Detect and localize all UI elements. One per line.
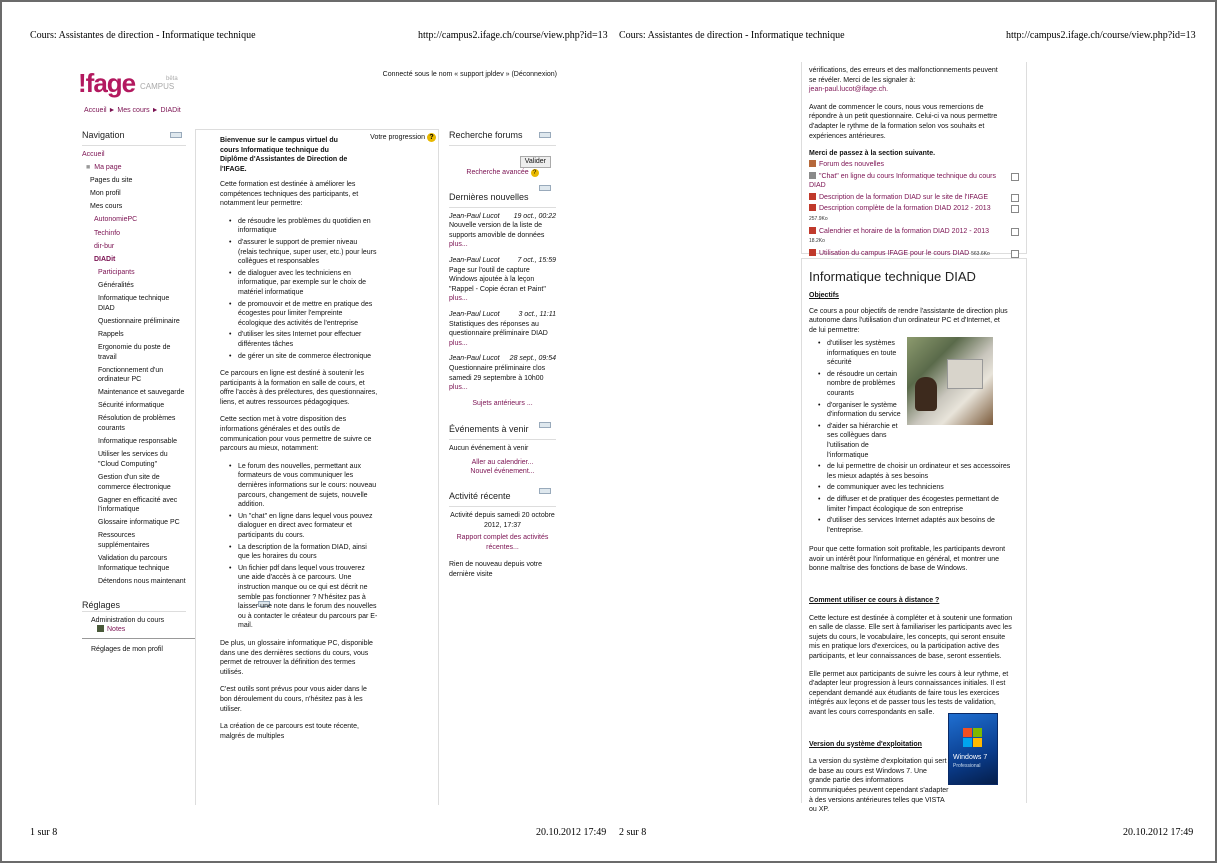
navigation-block bbox=[82, 130, 186, 655]
older-topics-link[interactable]: Sujets antérieurs ... bbox=[472, 399, 533, 407]
reglages-profil[interactable]: Réglages de mon profil bbox=[91, 646, 163, 654]
printed-page-2 bbox=[608, 2, 1215, 861]
news-date: 3 oct., 11:11 bbox=[518, 310, 556, 318]
nav-item-ma-page[interactable]: ■ Ma page bbox=[86, 164, 122, 172]
nav-item-accueil[interactable]: Accueil bbox=[82, 151, 105, 158]
news-text[interactable]: Questionnaire préliminaire clos samedi 29 septembre à 10h00 bbox=[449, 364, 546, 382]
page-header-left: Cours: Assistantes de direction - Informatique technique bbox=[30, 30, 256, 41]
nav-item-dir-bur[interactable]: dir-bur bbox=[94, 242, 115, 250]
nav-item-glossaire-informatique-pc[interactable]: Glossaire informatique PC bbox=[98, 519, 180, 527]
nav-item-rappels[interactable]: Rappels bbox=[98, 330, 124, 338]
nav-item-generalites[interactable]: Généralités bbox=[98, 281, 134, 289]
help-icon[interactable]: ? bbox=[531, 169, 539, 177]
nav-item-informatique-responsable[interactable]: Informatique responsable bbox=[98, 438, 177, 446]
section-informatique-diad bbox=[801, 258, 1027, 814]
block-dock-icon[interactable] bbox=[170, 132, 182, 138]
list-item: • de lui permettre de choisir un ordinateur et ses accessoires les mieux adaptés à ses besoins bbox=[815, 462, 1014, 481]
resource-link[interactable]: Calendrier et horaire de la formation DIAD 2012 - 2013 bbox=[819, 227, 990, 235]
windows7-edition: Professional bbox=[953, 763, 981, 769]
nav-item-informatique-technique-diad[interactable]: Informatique technique DIAD bbox=[98, 295, 170, 312]
nav-item-mon-profil[interactable]: Mon profil bbox=[90, 190, 121, 198]
navigation-tree bbox=[82, 150, 186, 586]
nav-item-autonomiepc[interactable]: AutonomiePC bbox=[94, 216, 138, 224]
list-item: • d'organiser le système d'information du service bbox=[815, 401, 907, 420]
resource-link[interactable]: Forum des nouvelles bbox=[819, 161, 884, 168]
nav-item-securite-informatique[interactable]: Sécurité informatique bbox=[98, 402, 165, 410]
general-section-continued bbox=[801, 62, 1027, 257]
list-item: • de communiquer avec les techniciens bbox=[815, 483, 1014, 493]
nav-item-techinfo[interactable]: Techinfo bbox=[94, 229, 121, 237]
version-paragraph: La version du système d'exploitation qui sert de base au cours est Windows 7. Une grande partie des informations communiquées peuvent cependant s'adapter à des versions antérieures telles que VISTA ou XP. bbox=[809, 758, 949, 814]
resource-list bbox=[809, 160, 1021, 261]
tools-list bbox=[226, 462, 378, 631]
resource-item bbox=[809, 172, 1021, 191]
forum-icon bbox=[809, 160, 816, 167]
main-content bbox=[195, 129, 439, 805]
nav-item-resolution-de-problemes-courants[interactable]: Résolution de problèmes courants bbox=[98, 415, 176, 433]
list-item: • de résoudre les problèmes du quotidien en informatique bbox=[226, 217, 378, 236]
resource-link[interactable]: Description de la formation DIAD sur le site de l'IFAGE bbox=[819, 193, 989, 201]
chat-icon bbox=[809, 172, 816, 179]
list-item: • Un "chat" en ligne dans lequel vous pouvez dialoguer en direct avec formateur et participants du cours. bbox=[226, 512, 378, 541]
nav-item-gagner-en-efficacite-avec-l-informatique[interactable]: Gagner en efficacité avec l'informatique bbox=[98, 496, 178, 514]
completion-checkbox[interactable] bbox=[1011, 173, 1019, 181]
print-frame bbox=[2, 2, 1215, 861]
news-text[interactable]: Statistiques des réponses au questionnaire préliminaire DIAD bbox=[449, 320, 548, 338]
windows7-box-image bbox=[948, 713, 998, 785]
news-title: Dernières nouvelles bbox=[449, 191, 529, 202]
nav-item-maintenance-et-sauvegarde[interactable]: Maintenance et sauvegarde bbox=[98, 389, 185, 397]
login-info[interactable]: Connecté sous le nom « support jpldev » (Déconnexion) bbox=[382, 71, 557, 78]
nav-item-ressources-supplementaires[interactable]: Ressources supplémentaires bbox=[98, 532, 150, 549]
creation-paragraph: La création de ce parcours est toute récente, malgrés de multiples bbox=[220, 723, 359, 740]
pdf-icon bbox=[809, 204, 816, 211]
block-dock-icon[interactable] bbox=[539, 185, 551, 191]
news-item bbox=[449, 256, 556, 304]
advanced-search-link[interactable]: Recherche avancée ? bbox=[449, 168, 556, 178]
news-date: 19 oct., 00:22 bbox=[513, 212, 556, 220]
page-footer-left: 1 sur 8 bbox=[30, 827, 58, 838]
new-event-link[interactable]: Nouvel événement... bbox=[470, 468, 535, 476]
nav-item-questionnaire-preliminaire[interactable]: Questionnaire préliminaire bbox=[98, 317, 180, 325]
course-paragraph: Ce parcours en ligne est destiné à soutenir les participants à la formation en salle de cours, et offre l'accès à des prélectures, des questionnaires, liens, et autres ressources pédagogiques. bbox=[220, 370, 378, 406]
objectives-list bbox=[815, 339, 1014, 535]
page-header-url: http://campus2.ifage.ch/course/view.php?id=13 bbox=[418, 30, 608, 41]
news-author: Jean-Paul Lucot bbox=[449, 355, 500, 363]
list-item: • d'utiliser des services Internet adaptés aux besoins de l'entreprise. bbox=[815, 516, 1014, 535]
list-item: • de résoudre un certain nombre de problèmes courants bbox=[815, 370, 907, 399]
resource-size: 18.2Ko bbox=[809, 238, 825, 245]
objectives-intro: Ce cours a pour objectifs de rendre l'assistante de direction plus autonome dans l'utilisation d'un ordinateur PC et d'Internet, et de lui permettre: bbox=[809, 307, 1008, 334]
list-item: • d'assurer le support de premier niveau (relais technique, super user, etc.) pour leurs collègues et responsables bbox=[226, 238, 378, 267]
news-author: Jean-Paul Lucot bbox=[449, 310, 500, 318]
resource-size: 563.6Ko bbox=[971, 250, 990, 257]
list-item: • d'utiliser les sites Internet pour effectuer différentes tâches bbox=[226, 330, 378, 349]
printed-page-1 bbox=[2, 2, 608, 861]
news-more-link[interactable]: plus... bbox=[449, 384, 468, 392]
news-more-link[interactable]: plus... bbox=[449, 241, 468, 249]
list-item: • de gérer un site de commerce électronique bbox=[226, 352, 378, 362]
objectives-heading: Objectifs bbox=[809, 292, 839, 299]
help-paragraph: C'est outils sont prévus pour vous aider dans le bon déroulement du cours, n'hésitez pas à les utiliser. bbox=[220, 686, 367, 713]
bullet-icon: ■ bbox=[86, 164, 91, 172]
news-date: 28 sept., 09:54 bbox=[509, 355, 556, 363]
list-item: • de diffuser et de pratiquer des écogestes permettant de limiter l'impact écologique de son entreprise bbox=[815, 495, 1014, 514]
section-paragraph: Cette section met à votre disposition des informations générales et des outils de communication pour vous permettre de suivre ce parcours au mieux, notamment: bbox=[220, 416, 372, 453]
glossary-paragraph: De plus, un glossaire informatique PC, disponible dans une des dernières sections du cours, vous permet de retrouver la définition des termes utilisés. bbox=[220, 639, 373, 676]
list-item: • de promouvoir et de mettre en pratique des écogestes pour limiter l'empreinte écologique des activités de l'entreprise bbox=[226, 300, 378, 329]
windows-logo-icon bbox=[963, 728, 983, 748]
nav-item-mes-cours[interactable]: Mes cours bbox=[90, 203, 123, 211]
nav-item-diadit[interactable]: DIADit bbox=[94, 255, 116, 263]
page-footer-date: 20.10.2012 17:49 bbox=[1123, 827, 1194, 838]
news-date: 7 oct., 15:59 bbox=[517, 256, 556, 264]
news-item bbox=[449, 354, 556, 392]
list-item: • d'utiliser les systèmes informatiques en toute sécurité bbox=[815, 339, 907, 368]
nav-item-detendons-nous-maintenant[interactable]: Détendons nous maintenant bbox=[98, 577, 186, 585]
search-submit-button[interactable]: Valider bbox=[520, 156, 551, 168]
navigation-title: Navigation bbox=[82, 130, 125, 140]
news-author: Jean-Paul Lucot bbox=[449, 256, 500, 264]
pdf-icon bbox=[809, 249, 816, 256]
page-header-left: Cours: Assistantes de direction - Informatique technique bbox=[619, 30, 845, 41]
no-events: Aucun événement à venir bbox=[449, 445, 529, 453]
activity-title: Activité récente bbox=[449, 491, 511, 502]
resource-link[interactable]: "Chat" en ligne du cours Informatique technique du cours DIAD bbox=[809, 172, 996, 190]
page-footer-date: 20.10.2012 17:49 bbox=[536, 827, 607, 838]
completion-checkbox[interactable] bbox=[1011, 205, 1019, 213]
calendar-link[interactable]: Aller au calendrier... bbox=[471, 458, 534, 466]
right-blocks bbox=[449, 130, 556, 580]
prerequisites-paragraph: Pour que cette formation soit profitable, les participants devront avoir un intérêt pour l'informatique en général, et montrer une bonne maîtrise des fonctions de base de Windows. bbox=[809, 546, 1006, 573]
windows7-label: Windows 7 bbox=[953, 754, 988, 761]
activity-none: Rien de nouveau depuis votre dernière visite bbox=[449, 561, 543, 579]
page-header-url: http://campus2.ifage.ch/course/view.php?id=13 bbox=[1006, 30, 1196, 41]
news-author: Jean-Paul Lucot bbox=[449, 212, 500, 220]
howto-heading: Comment utiliser ce cours à distance ? bbox=[809, 597, 940, 605]
resource-item bbox=[809, 193, 1021, 203]
reglages-notes[interactable]: Notes bbox=[107, 626, 126, 634]
news-list bbox=[449, 212, 556, 393]
nav-item-ergonomie-du-poste-de-travail[interactable]: Ergonomie du poste de travail bbox=[98, 343, 171, 361]
resource-item bbox=[809, 204, 1021, 224]
next-section-text: Merci de passez à la section suivante. bbox=[809, 150, 936, 158]
progress-label: Votre progression ? bbox=[370, 133, 436, 143]
news-more-link[interactable]: plus... bbox=[449, 295, 468, 303]
resource-size: 257.9Ko bbox=[809, 215, 828, 222]
news-more-link[interactable]: plus... bbox=[449, 339, 468, 347]
version-heading: Version du système d'exploitation bbox=[809, 740, 922, 748]
contact-email-link[interactable]: jean-paul.lucot@ifage.ch. bbox=[809, 86, 889, 94]
resource-item bbox=[809, 227, 1021, 247]
nav-item-validation-du-parcours-informatique-tech[interactable]: Validation du parcours Informatique technique bbox=[98, 555, 170, 572]
errors-paragraph: vérifications, des erreurs et des malfonctionnements peuvent se révéler. Merci de les signaler à: bbox=[809, 67, 998, 84]
block-dock-icon[interactable] bbox=[539, 422, 551, 428]
completion-checkbox[interactable] bbox=[1011, 250, 1019, 258]
notes-icon bbox=[97, 625, 104, 632]
goals-list bbox=[226, 217, 378, 361]
howto-paragraph-2: Elle permet aux participants de suivre les cours à leur rythme, et d'adapter leur progression à leurs connaissances initiales. Il est cependant demandé aux étudiants de faire tous les exercices intégrés aux leçons et de passer tous les tests de validation, avant les cours correspondants en salle. bbox=[809, 670, 1009, 716]
pdf-icon bbox=[809, 193, 816, 200]
section-heading: Informatique technique DIAD bbox=[809, 269, 976, 284]
events-title: Événements à venir bbox=[449, 424, 529, 435]
block-dock-icon[interactable] bbox=[539, 132, 551, 138]
news-item bbox=[449, 310, 556, 348]
list-item: • de dialoguer avec les techniciens en informatique, par exemple sur le choix de matériel informatique bbox=[226, 269, 378, 298]
nav-item-fonctionnement-d-un-ordinateur-pc[interactable]: Fonctionnement d'un ordinateur PC bbox=[98, 366, 164, 384]
news-text[interactable]: Page sur l'outil de capture Windows ajoutée à la leçon "Rappel - Copie écran et Paint" bbox=[449, 266, 546, 293]
reglages-admin[interactable]: Administration du cours bbox=[91, 616, 165, 624]
completion-checkbox[interactable] bbox=[1011, 228, 1019, 236]
breadcrumb[interactable]: Accueil ► Mes cours ► DIADit bbox=[84, 107, 181, 114]
nav-item-participants[interactable]: Participants bbox=[98, 268, 135, 276]
list-item: • La description de la formation DIAD, ainsi que les horaires du cours bbox=[226, 543, 378, 562]
resource-link[interactable]: Utilisation du campus IFAGE pour le cours DIAD bbox=[819, 249, 970, 257]
activity-since: Activité depuis samedi 20 octobre 2012, 17:37 bbox=[450, 512, 555, 529]
news-text[interactable]: Nouvelle version de la liste de supports amovible de données bbox=[449, 222, 545, 239]
questionnaire-paragraph: Avant de commencer le cours, nous vous remercions de répondre à un petit questionnaire. Celui-ci va nous permettre d'adapter le rythme de la formation selon vos souhaits et expériences antérieures. bbox=[809, 103, 998, 140]
list-item: • Le forum des nouvelles, permettant aux formateurs de vous communiquer les dernières informations sur le cours: nouveau parcours, changement de sujets, nouvelle addition. bbox=[226, 462, 378, 510]
resource-link[interactable]: Description complète de la formation DIAD 2012 - 2013 bbox=[819, 205, 991, 213]
activity-report-link[interactable]: Rapport complet des activités récentes... bbox=[456, 534, 549, 551]
welcome-text: Bienvenue sur le campus virtuel du cours Informatique technique du Diplôme d'Assistantes de Direction de l'IFAGE. bbox=[220, 137, 348, 173]
intro-paragraph: Cette formation est destinée à améliorer les compétences techniques des participants, et notamment leur permettre: bbox=[220, 181, 359, 208]
block-dock-icon[interactable] bbox=[539, 488, 551, 494]
nav-item-utiliser-les-services-du-cloud-computing[interactable]: Utiliser les services du "Cloud Computing" bbox=[98, 451, 168, 468]
ifage-logo[interactable]: !fage CAMPUS bêta bbox=[78, 68, 178, 98]
reglages-title: Réglages bbox=[82, 599, 121, 610]
search-forums-title: Recherche forums bbox=[449, 130, 523, 140]
resource-item bbox=[809, 160, 1021, 170]
page-footer-left: 2 sur 8 bbox=[619, 827, 647, 838]
nav-item-gestion-d-un-site-de-commerce-electroniq[interactable]: Gestion d'un site de commerce électronique bbox=[98, 473, 171, 491]
pdf-icon bbox=[809, 227, 816, 234]
howto-paragraph-1: Cette lecture est destinée à compléter et à soutenir une formation en salle de classe. Elle sert à familiariser les participants avec les sujets du cours, le vocabulaire, les concepts, qui seront ensuite mis en pratique lors d'exercices, ou la participation active des participants, et leur connaissances de base, seront essentiels. bbox=[809, 614, 1013, 661]
help-icon[interactable]: ? bbox=[427, 133, 436, 142]
nav-item-pages-du-site[interactable]: Pages du site bbox=[90, 177, 133, 185]
list-item: • Un fichier pdf dans lequel vous trouverez une aide d'accès à ce parcours. Une instruction manque ou ce qui est décrit ne semble pas fonctionner ? N'hésitez pas à laisser une note dans le forum des nouvelles ou à contacter le créateur du parcours par E-mail. bbox=[226, 564, 378, 631]
list-item: • d'aider sa hiérarchie et ses collègues dans l'utilisation de l'informatique bbox=[815, 422, 907, 460]
completion-checkbox[interactable] bbox=[1011, 194, 1019, 202]
news-item bbox=[449, 212, 556, 250]
